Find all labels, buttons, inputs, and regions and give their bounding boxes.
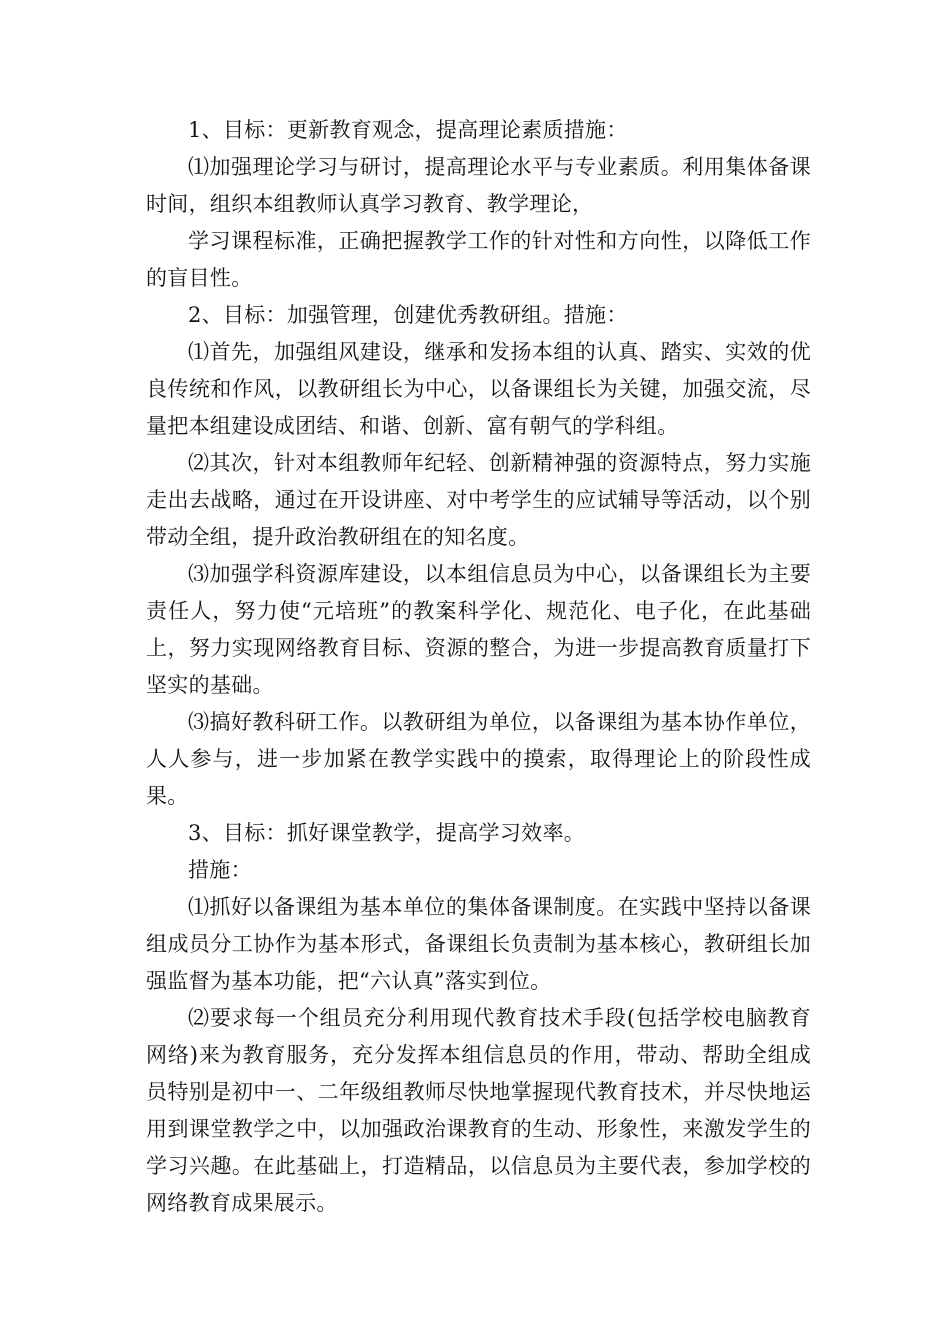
paragraph-measure-1-cont: 学习课程标准，正确把握教学工作的针对性和方向性，以降低工作的盲目性。 [146,229,811,290]
paragraph-measure-1-1: ⑴加强理论学习与研讨，提高理论水平与专业素质。利用集体备课时间，组织本组教师认真学习教育、教学理论， [146,155,811,216]
paragraph-goal-3: 3、目标：抓好课堂教学，提高学习效率。 [188,821,586,845]
paragraph-measure-2-3b: ⑶搞好教科研工作。以教研组为单位，以备课组为基本协作单位，人人参与，进一步加紧在教学实践中的摸索，取得理论上的阶段性成果。 [146,710,811,808]
document-body [146,112,811,1222]
paragraph-measures-label: 措施： [188,858,252,882]
paragraph-measure-2-2: ⑵其次，针对本组教师年纪轻、创新精神强的资源特点，努力实施走出去战略，通过在开设讲座、对中考学生的应试辅导等活动，以个别带动全组，提升政治教研组在的知名度。 [146,451,811,549]
paragraph-goal-1: 1、目标：更新教育观念，提高理论素质措施： [188,118,628,142]
paragraph-goal-2: 2、目标：加强管理，创建优秀教研组。措施： [188,303,628,327]
paragraph-measure-2-1: ⑴首先，加强组风建设，继承和发扬本组的认真、踏实、实效的优良传统和作风，以教研组长为中心，以备课组长为关键，加强交流，尽量把本组建设成团结、和谐、创新、富有朝气的学科组。 [146,340,811,438]
paragraph-measure-3-1: ⑴抓好以备课组为基本单位的集体备课制度。在实践中坚持以备课组成员分工协作为基本形式，备课组长负责制为基本核心，教研组长加强监督为基本功能，把“六认真”落实到位。 [146,895,811,993]
paragraph-measure-3-2: ⑵要求每一个组员充分利用现代教育技术手段(包括学校电脑教育网络)来为教育服务，充分发挥本组信息员的作用，带动、帮助全组成员特别是初中一、二年级组教师尽快地掌握现代教育技术，并尽快地运用到课堂教学之中，以加强政治课教育的生动、形象性，来激发学生的学习兴趣。在此基础上，打造精品，以信息员为主要代表，参加学校的网络教育成果展示。 [146,1006,811,1215]
paragraph-measure-2-3: ⑶加强学科资源库建设，以本组信息员为中心，以备课组长为主要责任人，努力使“元培班”的教案科学化、规范化、电子化，在此基础上，努力实现网络教育目标、资源的整合，为进一步提高教育质量打下坚实的基础。 [146,562,811,697]
